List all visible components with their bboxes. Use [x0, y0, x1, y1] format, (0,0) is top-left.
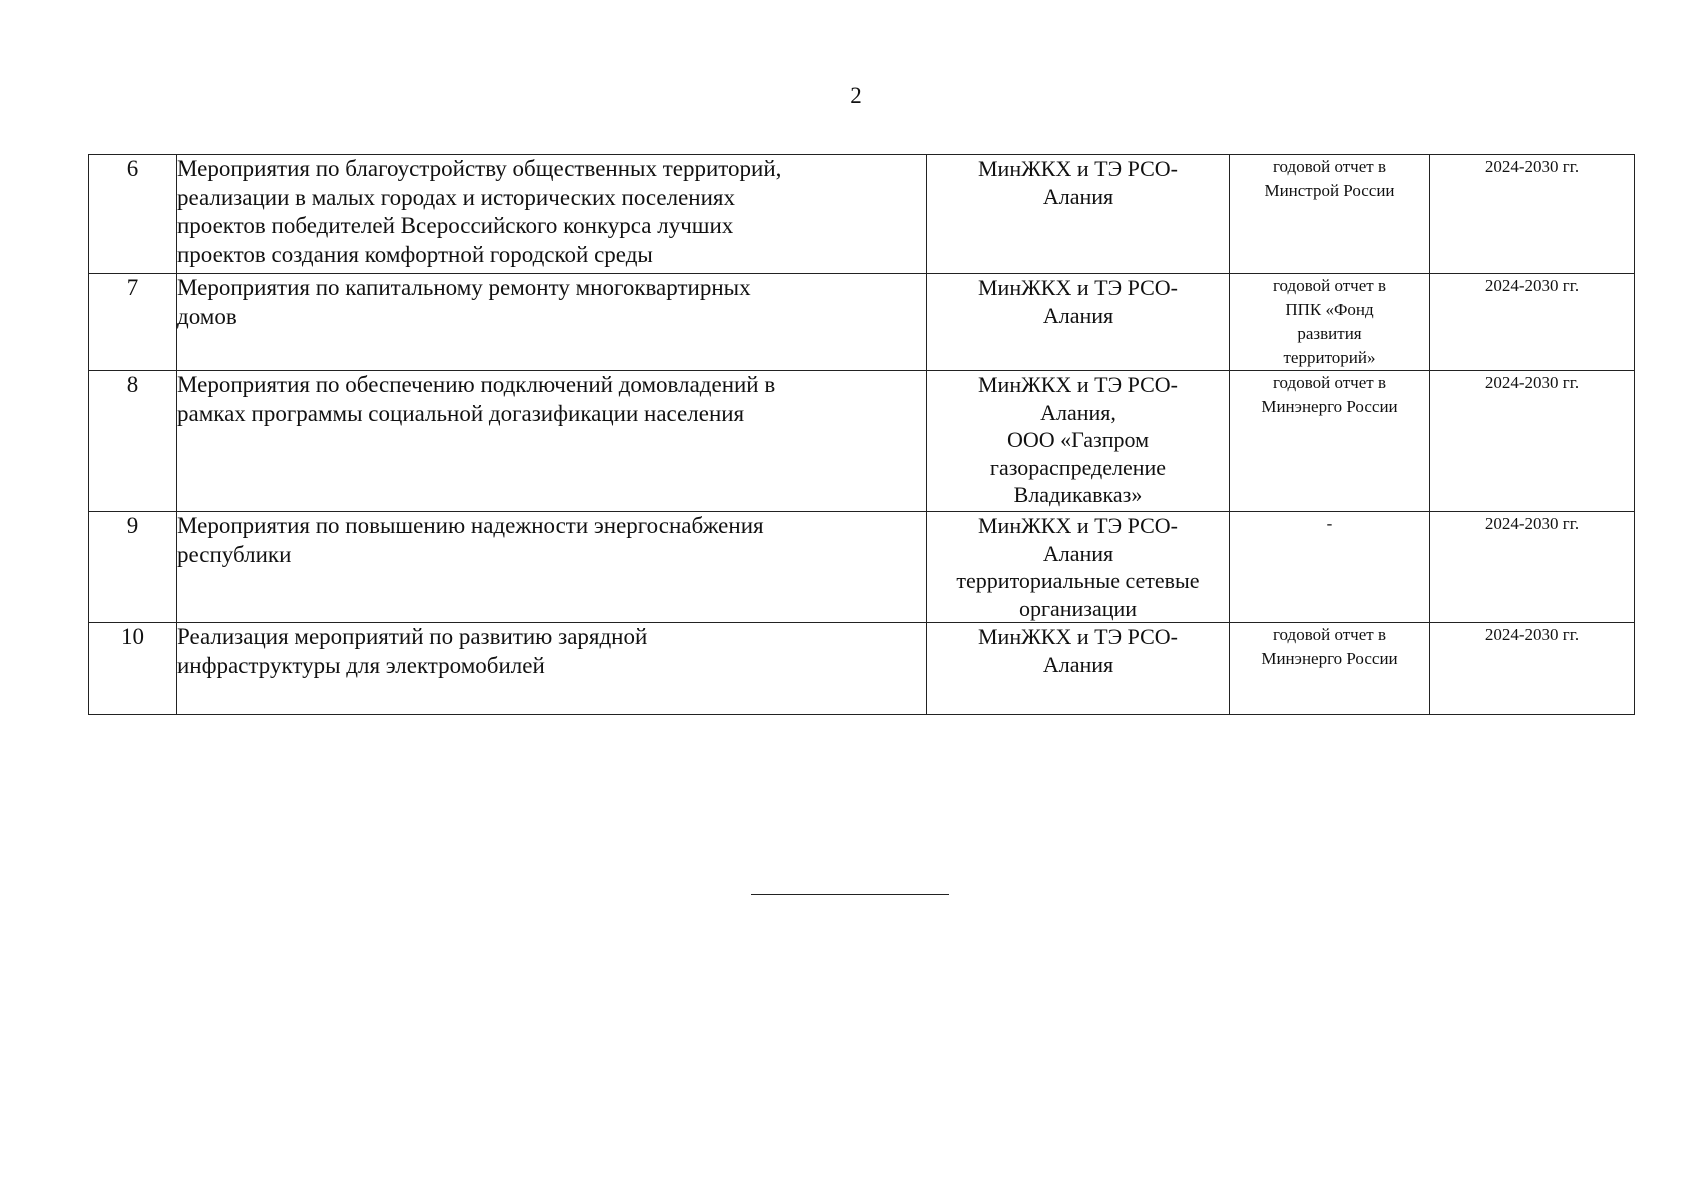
implementation-period: 2024-2030 гг. — [1430, 274, 1635, 371]
closing-divider — [751, 894, 949, 895]
table-row — [89, 274, 1635, 371]
responsible-executor: МинЖКХ и ТЭ РСО- Алания — [927, 623, 1230, 715]
measure-description: Мероприятия по благоустройству общественных территорий, реализации в малых городах и исторических поселениях проектов победителей Всероссийского конкурса лучших проектов создания комфортной городской среды — [177, 155, 927, 274]
report-form: - — [1230, 512, 1430, 623]
row-number: 8 — [89, 371, 177, 512]
measure-description: Мероприятия по повышению надежности энергоснабжения республики — [177, 512, 927, 623]
table-row — [89, 371, 1635, 512]
implementation-period: 2024-2030 гг. — [1430, 623, 1635, 715]
row-number: 10 — [89, 623, 177, 715]
row-number: 6 — [89, 155, 177, 274]
responsible-executor: МинЖКХ и ТЭ РСО- Алания — [927, 274, 1230, 371]
responsible-executor: МинЖКХ и ТЭ РСО- Алания, ООО «Газпром газораспределение Владикавказ» — [927, 371, 1230, 512]
report-form: годовой отчет в Минстрой России — [1230, 155, 1430, 274]
report-form: годовой отчет в Минэнерго России — [1230, 623, 1430, 715]
measure-description: Реализация мероприятий по развитию зарядной инфраструктуры для электромобилей — [177, 623, 927, 715]
measure-description: Мероприятия по капитальному ремонту многоквартирных домов — [177, 274, 927, 371]
measures-table — [88, 154, 1635, 715]
table-row — [89, 155, 1635, 274]
table-row — [89, 623, 1635, 715]
row-number: 7 — [89, 274, 177, 371]
table-row — [89, 512, 1635, 623]
implementation-period: 2024-2030 гг. — [1430, 371, 1635, 512]
row-number: 9 — [89, 512, 177, 623]
implementation-period: 2024-2030 гг. — [1430, 512, 1635, 623]
implementation-period: 2024-2030 гг. — [1430, 155, 1635, 274]
report-form: годовой отчет в Минэнерго России — [1230, 371, 1430, 512]
measure-description: Мероприятия по обеспечению подключений домовладений в рамках программы социальной догазификации населения — [177, 371, 927, 512]
page-number: 2 — [850, 83, 862, 108]
responsible-executor: МинЖКХ и ТЭ РСО- Алания — [927, 155, 1230, 274]
report-form: годовой отчет в ППК «Фонд развития территорий» — [1230, 274, 1430, 371]
responsible-executor: МинЖКХ и ТЭ РСО- Алания территориальные сетевые организации — [927, 512, 1230, 623]
